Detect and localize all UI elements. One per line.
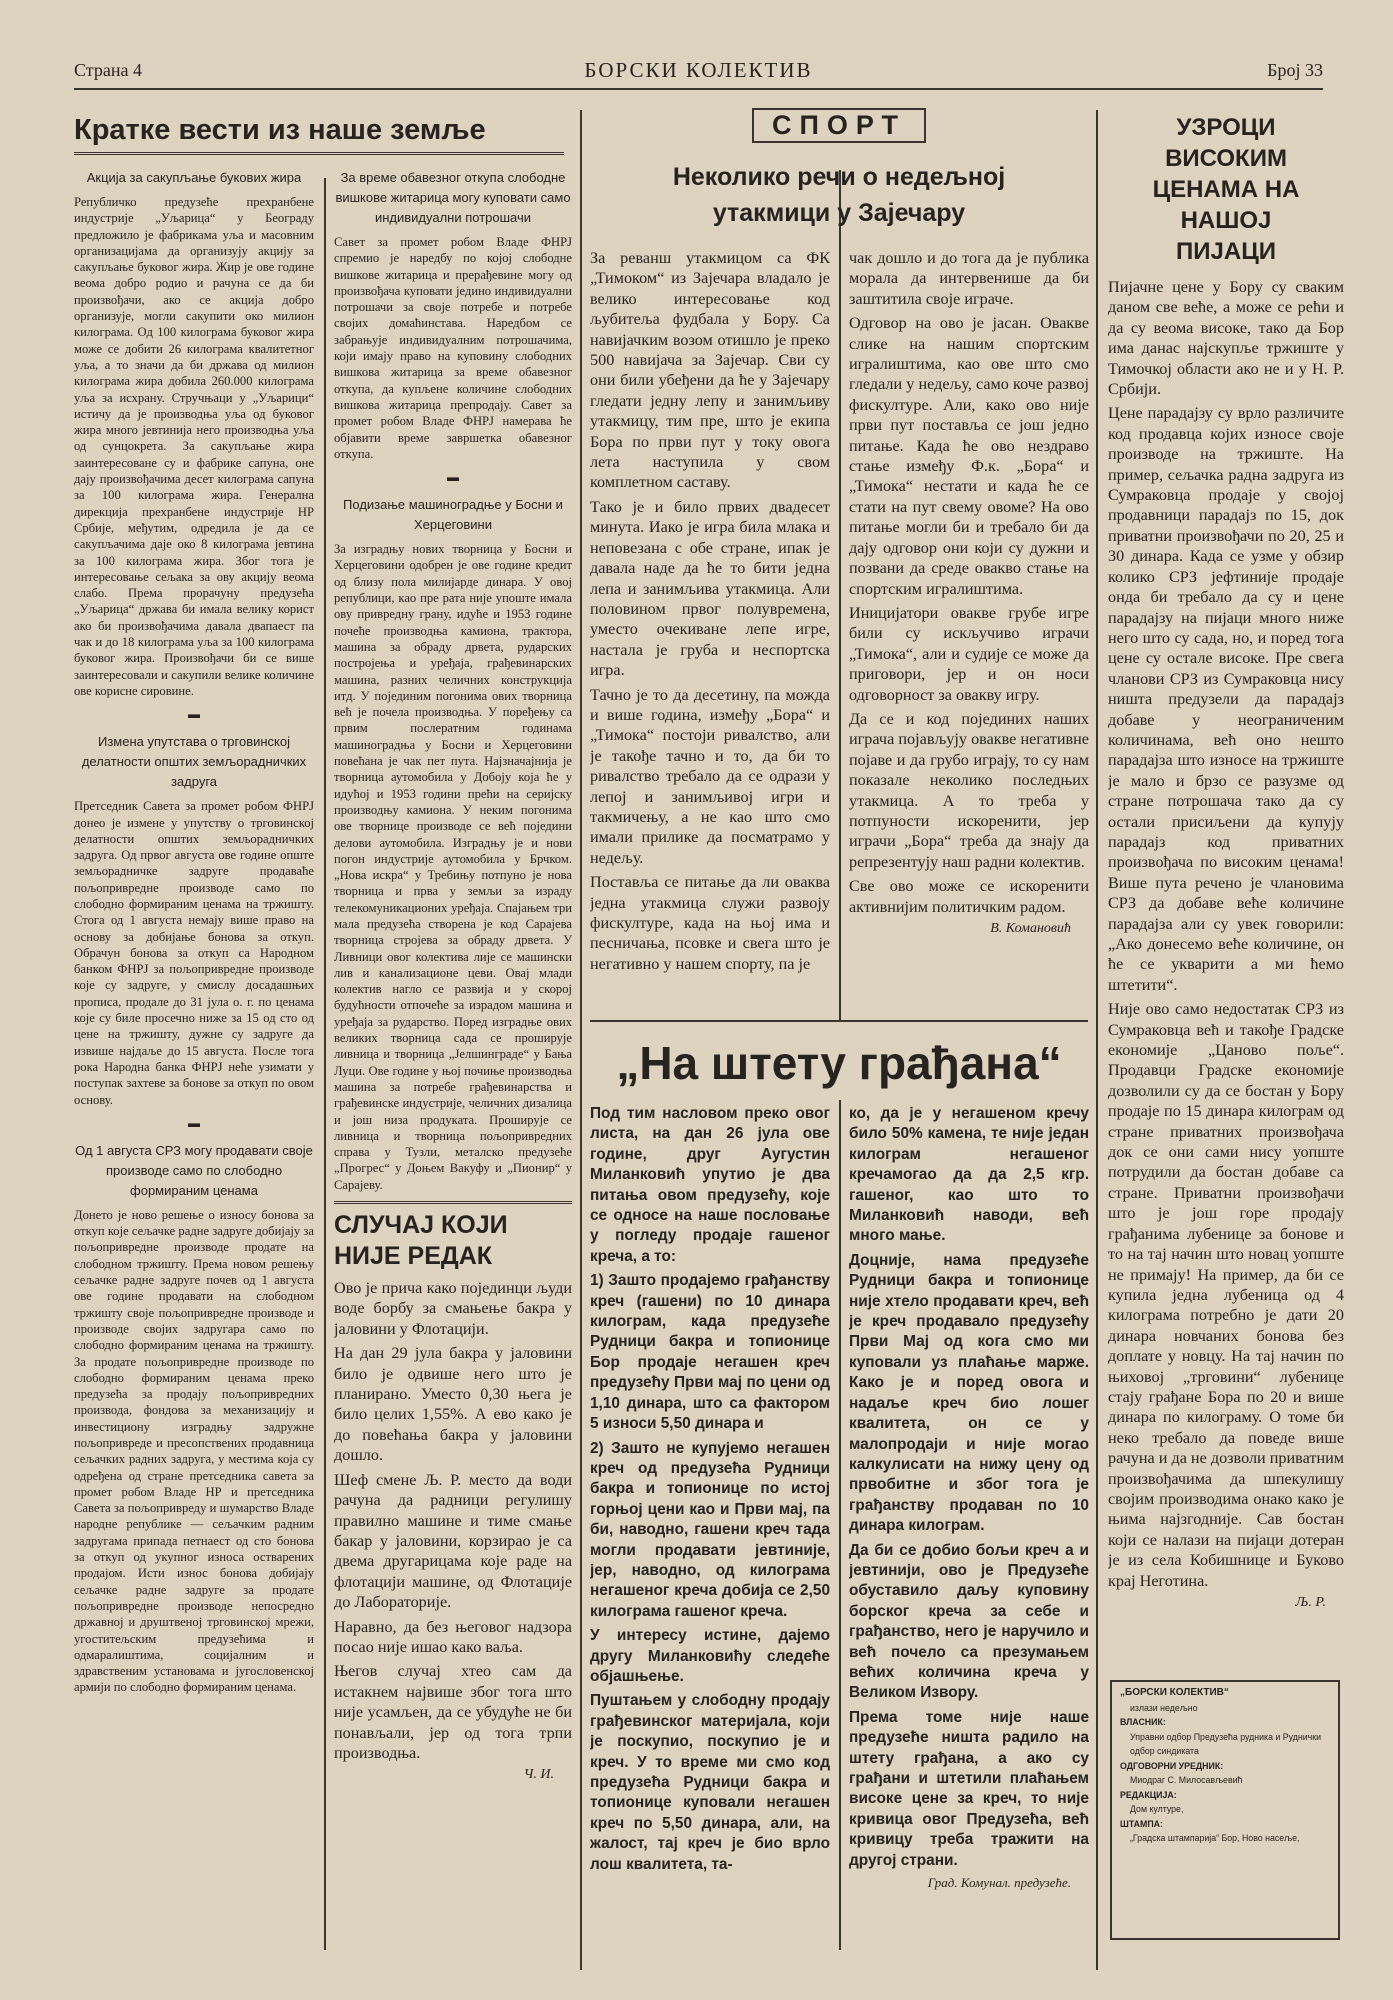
article-text: Тачно је то да десетину, па можда и више година, између „Бора“ и „Тимока“ постоји ривалство, али је такође тачно и то, да би то ривалство требало да се одрази у лепој и занимљивој игри и такмичењу, а не као што смо имали прилике да посматрамо у недељу. [590, 685, 830, 867]
article-text: Цене парадајзу су врло различите код продавца којих износе своје производе на тржиште. На пример, сељачка радна задруга из Сумраковца продаје у својој продавници парадајз по 15, док приватни произвођачи по 20, 25 и 30 динара. Када се узме у обзир колико СРЗ јефтиније продаје онда би требало да су и цене парадајзу на пијаци много ниже него што су сада, но, и поред тога цене су остале високе. Пре свега чланови СРЗ из Сумраковца нису ништа предузели да парадајз добаве у неограниченим количинама, већ оно нешто парадајза што износе на тржиште је мало и брзо се разузме од стране потрошача тако да су остали присиљени да купују парадајз код приватних произвођача по високим ценама! Више пута речено је члановима СРЗ да добаве веће количине парадајза али су увек говорили: „Ако донесемо веће количине, он ће се укварити а ми ћемо штетити“. [1108, 404, 1344, 994]
signature: Град. Комунал. предузеће. [927, 1875, 1071, 1891]
article-text: Наравно, да без његовог надзора посао није ишао како ваља. [334, 1617, 572, 1656]
imprint-freq: излази недељно [1130, 1702, 1198, 1713]
imprint-print: „Градска штампарија“ Бор, Ново насеље, [1130, 1833, 1300, 1843]
section-short-news-header [74, 112, 564, 160]
page-number: Страна 4 [74, 60, 142, 80]
article-text: Да се и код појединих наших играча појављују овакве негативне појаве и да грубо играју, то су нам показале неколико последњих утакмица. А то треба у потпуности искоренити, јер играчи „Бора“ треба да знају да репрезентују наш радни колектив. [849, 709, 1089, 871]
article-text: Под тим насловом преко овог листа, на дан 26 јула ове године, друг Аугустин Миланковић упутио је два питања овом предузећу, које се односе на наше пословање у погледу продаје гашеног креча, а то: [590, 1105, 830, 1265]
article-text: Поставља се питање да ли оваква једна утакмица служи развоју фискултуре, када на њој има и песничања, псовке и свега што је негативно у нашем спорту, па је [590, 873, 830, 973]
divider-4 [839, 170, 841, 1020]
article-text: Ово је прича како појединци људи воде борбу за смањење бакра у јаловини у Флотацији. [334, 1279, 572, 1338]
article-title: „На штету грађана“ [616, 1037, 1062, 1089]
imprint-name: „БОРСКИ КОЛЕКТИВ“ [1120, 1687, 1229, 1698]
article-text: Пуштањем у слободну продају грађевинског материјала, који је поскупио, поскупио је и креч. У то време ми смо код предузећа Рудници бакра и топионице куповали негашен креч по 5,50 динара, али, на жалост, тај креч је био врло лош квалитета, та- [590, 1692, 830, 1873]
sport-header [590, 108, 1088, 248]
article-text: Према томе није наше предузеће ништа радило на штету грађана, а ако су грађани и штетили плаћањем високе цене за креч, то није кривица овог Предузећа, већ кривицу треба тражити на другој страни. [849, 1708, 1089, 1869]
article-text: 1) Зашто продајемо грађанству креч (гашени) по 10 динара килограм, када предузеће Рудници бакра и топионице Бор продаје негашен креч предузећу Први мај по цени од 1,10 динара, што са фактором 5 износи 5,50 динара и [590, 1272, 830, 1433]
issue-number: Број 33 [1267, 60, 1323, 80]
article-text: чак дошло и до тога да је публика морала да интервенише да би заштитила своје играче. [849, 249, 1089, 308]
imprint-editor-label: ОДГОВОРНИ УРЕДНИК: [1120, 1760, 1224, 1771]
imprint-office-label: РЕДАКЦИЈА: [1120, 1789, 1177, 1800]
article-text: Донето је ново решење о износу бонова за откуп које сељачке радне задруге добијају за пољопривредне производе продате на слободном тржишту. Према новом решењу сељачке радне задруге почев од 1 августа ове године продавати на слободном тржишту своје пољопривредне производе и производе својих задругара само по слободно формираним ценама на тржишту. За продате пољопривредне производе по слободно формираним ценама преко предузећа за продају пољопривредних производа, фондова за механизацију и инвестициону изградњу задружне пољопривреде и пресопствених продавница сељачких радних задруга, у местима која су одређена од стране претседника савета за промет робом Владе НР и претседника Савета за пољопривреду и шумарство Владе народне републике — сељачким радним задругама припада петнаест од сто бонова за откуп од укупног износа остварених продајом. Исти износ бонова добијају сељачке радне задруге за продате пољопривредне производе непосредно државној и друштвеној трговинској мрежи, угоститељским предузећима и одмаралиштима, социјалним и здравственим установама и југословенској армији по слободно формираним ценама. [74, 1207, 314, 1695]
article-title: Неколико речи о недељној утакмици у Зајечару [672, 163, 1006, 227]
divider-3 [1096, 110, 1098, 1970]
divider-2 [580, 110, 582, 1970]
article-title: СЛУЧАЈ КОЈИ НИЈЕ РЕДАК [334, 1201, 572, 1272]
article-text: Да би се добио бољи креч а и јевтинији, ово је Предузеће обуставило даљу куповину борског креча за себе и грађанство, него је наручило и већ почело са презумањем већих количина креча у Великом Извору. [849, 1541, 1089, 1702]
newspaper-name: БОРСКИ КОЛЕКТИВ [584, 58, 813, 82]
damage-column-b [849, 1104, 1089, 1964]
sport-column-b [849, 248, 1089, 1008]
imprint-print-label: ШТАМПА: [1120, 1818, 1163, 1829]
separator: ▬ [188, 707, 200, 722]
article-text: Савет за промет робом Владе ФНРЈ спремио је наредбу по којој слободне вишкове житарица и прерађевине могу од произвођача куповати једино индивидуални потрошачи за своје потребе и потребе својих домаћинстава. Наредбом се забрањује индивидуалним потрошачима, који имају право на куповину слободних вишкова житарица за време обавезног откупа, да купљене количине слободних вишкова житарица препродају. Савет за промет робом Владе ФНРЈ намерава ће објавити време завршетка обавезног откупа. [334, 235, 572, 461]
article-text: Шеф смене Љ. Р. место да води рачуна да радници регулишу правилно машине и тиме смање бакар у јаловини, корзирао је са двема другарицама које раде на флотацији машине, од Флотације до Лабораторије. [334, 1470, 572, 1612]
signature: В. Комановић [990, 921, 1071, 936]
signature: Љ. Р. [1295, 1595, 1326, 1610]
article-title: Акција за сакупљање букових жира [86, 170, 302, 185]
article-text: Републичко предузеће прехранбене индустрије „Уљарица“ у Београду предложило је фабрикама уља и масовним организацијама да организују акцију за сакупљање буковог жира. Жир је ове године веома добро родио и рачуна се да би произвођачи, ако се акција добро организује, могли сакупити око милион килограма. Од 100 килограма буковог жира може се добити 26 килограма квалитетног уља, а то значи да би држава од милион килограма жира добила 260.000 килограма уља за исхрану. Стручњаци у „Уљарици“ истичу да је производња уља од буковог жира много јевтинија него производња уља од сунцокрета. За сакупљање жира заинтересоване су и фабрике сапуна, оне дају произвођачима десет килограма сапуна за 100 килограма жира. Генерална дирекција прехранбене индустрије НР Србије, међутим, одредила је да се сакупљачима даје око 8 килограма јевтина за 100 килограма жира. Због тога је интересовање сељака за ову акцију веома слабо. Према прорачуну предузећа „Уљарица“ држава би имала велику корист ако би произвођачима давала двапаест па чак и до 18 килограма уља за 100 килограма буковог жира. Произвођачи би се више заинтересовали и сакупили велике количине ове корисне сировине. [74, 195, 314, 698]
article-text: ко, да је у негашеном кречу било 50% камена, те није један килограм негашеног кречамогао да да 2,5 кгр. гашеног, као што то Миланковић наводи, већ много мање. [849, 1105, 1089, 1245]
damage-column-a [590, 1104, 830, 1964]
article-text: Пијачне цене у Бору су сваким даном све веће, а може се рећи и да су веома високе, тако да Бор има данас најскупље тржиште у Тимочкој области ако не и у Н. Р. Србији. [1108, 278, 1344, 399]
article-text: Није ово само недостатак СРЗ из Сумраковца већ и такође Градске економије „Цаново поље“. Продавци Градске економије дозволили су да се бостан у Бору продаје по 15 динара килограм од стране приватних произвођача док се они сами нису уопште потрудили да бостан добаве са стране. Приватни произвођачи што је још горе продају грађанима лубенице за бонове и то на тај начин што новац уопште не примају! На пример, да би се купила једна лубеница од 4 килограма потребно је дати 20 динара новчаних бонова без доплате у новцу. На тај начин по њиховој „трговини“ лубенице стају грађане Бора по 20 и више динара по килограму. О томе би неко требало да поведе више рачуна и да не дозволи приватним произвођачима да шпекулишу својим производима онако како је њима најзгодније. Сав бостан који се налази на пијаци дотеран је из села Кобишнице и Буково крај Неготина. [1108, 1000, 1344, 1590]
article-text: На дан 29 јула бакра у јаловини било је одвише него што је планирано. Уместо 0,30 њега је било целих 1,55%. А ево како је до повећања бакра у јаловини дошло. [334, 1344, 572, 1465]
article-title: Измена упутстава о трговинској делатности општих земљорадничких задруга [81, 734, 307, 790]
article-text: У интересу истине, дајемо другу Миланковићу следеће објашњење. [590, 1627, 830, 1685]
article-text: За изградњу нових творница у Босни и Херцеговини одобрен је ове године кредит од близу пола милијарде динара. У овој републици, као пре рата није упоште имала ову привредну грану, идуће и 1953 године почеће производња камиона, трактора, машина за обраду дрвета, рударских постројења и уређаја, грађевинарских машина, разних челичних конструкција итд. У појединим погонима ових творница већ је почела производња. У поређењу са првим послератним годинама машиноградња у Босни и Херцеговини повећана је чак пет пута. Најзначајнија је творница аутомобила у Добоју која ће у идућој и 1953 години прећи на серијску производњу камиона. У неким погонима ове творнице производе се већ поједини делови аутомобила. Изградњу је и нови погон индустрије аутомобила у Брчком. „Нова искра“ у Требињу потпуно је нова творница и прва у земљи за израду телекомуникационих уређаја. Спајањем три мала предузећа створена је код Сарајева творница стројева за обраду дрвета. У Ливници овог колектива лије се машински лив и канализационе цеви. Овај млади колектив нагло се развија и у скорој будућности отпочеће за израдом машина и уређаја за рударство. Поред изградње ових великих творница сада се проширује ливница и творница „Јелшинградe“ у Бања Луци. Ове године у њој почиње производња машина за потребе грађевинарства и грађевинске индустрије, челичних дизалица и још низа продуката. Проширује се ливница и творница пољопривредних справа у Тузли, металско предузеће „Прогрес“ у Доњем Вакуфу и „Пионир“ у Сарајеву. [334, 542, 572, 1192]
column-1 [74, 168, 314, 1968]
imprint-office: Дом културе, [1130, 1804, 1184, 1814]
imprint-editor: Миодраг С. Милосављевић [1130, 1775, 1243, 1785]
article-text: Све ово може се искоренити активнијим политичким радом. [849, 877, 1089, 916]
divider-1 [324, 178, 326, 1950]
separator: ▬ [447, 470, 459, 485]
article-title: УЗРОЦИ ВИСОКИМ ЦЕНАМА НА НАШОЈ ПИЈАЦИ [1152, 114, 1300, 265]
divider-5 [839, 1100, 841, 1950]
article-text: Одговор на ово је јасан. Овакве слике на нашим спортским игралиштима, као ове што смо гледали у недељу, само коче развој фискултуре. Али, како ово није први пут поставља се још једно питање. Када ће ово нездраво стање између Ф.к. „Бора“ и „Тимока“ нестати и када ће се стати на пут свему овоме? На ово питање могли би и требало би да дају одговор они који су дужни и позвани да среде овакво стање на спортским игралиштима. [849, 314, 1089, 598]
separator: ▬ [188, 1115, 200, 1130]
article-text: Доцније, нама предузеће Рудници бакра и топионице није хтело продавати креч, већ је креч продавало предузећу Први Мај од кога смо ми куповали уз плаћање марже. Како је и поред овога и надаље креч био лошег квалитета, он се у малопродаји и није могао калкулисати на нижу цену од првобитне и због тога је грађанству продаван по 10 динара килограм. [849, 1251, 1089, 1535]
article-text: Тако је и било првих двадесет минута. Иако је игра била млака и неповезана с обе стране, ипак је давала наде да ће то бити једна лепа и занимљива утакмица. Али половином првог полувремена, уместо очекиване лепе игре, настала је груба и неспортска игра. [590, 497, 830, 680]
imprint-box [1110, 1680, 1340, 1940]
signature: Ч. И. [523, 1767, 554, 1783]
sport-column-a [590, 248, 830, 1008]
causes-column [1108, 112, 1344, 1682]
article-text: За реванш утакмицом са ФК „Тимоком“ из Зајечара владало је велико интересовање код љубитеља фудбала у Бору. Са навијачким возом отишло је преко 500 навијача за Зајечар. Сви су они били убеђени да ће у Зајечару гледати једну лепу и занимљиву утакмицу, тим пре, што је екипа Бора по први пут у току овога лета наступила у свом комплетном саставу. [590, 249, 830, 492]
section-label: СПОРТ [752, 108, 926, 143]
article-title: Од 1 августа СРЗ могу продавати своје производе само по слободно формираним ценама [75, 1142, 313, 1198]
article-text: Његов случај хтео сам да истакнем највише због тога што није усамљен, да се убудуће не би понављали, јер од тога трпи производња. [334, 1662, 572, 1762]
section-title: Кратке вести из наше земље [74, 112, 564, 155]
article-text: Иницијатори овакве грубе игре били су искључиво играчи „Тимока“, али и судије се може да приговори, јер и он носи одговорност за овакву игру. [849, 603, 1089, 704]
article-title: За време обавезног откупа слободне вишкове житарица могу куповати само индивидуални потрошачи [335, 170, 571, 225]
article-text: 2) Зашто не купујемо негашен креч од предузећа Рудници бакра и топионице по истој горњој цени као и Први мај, па би, наводно, гашени креч тада могли продавати јевтиније, јер, наводно, од килограма негашеног креча добија се 2,50 килограма гашеног креча. [590, 1439, 830, 1620]
imprint-owner-label: ВЛАСНИК: [1120, 1717, 1166, 1727]
page-header [74, 58, 1323, 90]
imprint-owner: Управни одбор Предузећа рудника и Руднички одбор синдиката [1130, 1731, 1321, 1756]
article-text: Претседник Савета за промет робом ФНРЈ донео је измене у упутству о трговинској делатности општих земљорадничких задруга. Од првог августа ове године опште земљорадничке задруге продаваће пољопривредне производе само по слободно формираним ценама на тржишту. Стога од 1 августа немају више право на основу за добијање бонова за откуп. Обрачун бонова за откуп са Народном банком ФНРЈ за пољопривредне производе које су задруге, у смислу досадашњих прописа, продале до 31 јула о. г. по ценама које су биле просечно ниже за 15 од сто од цене на тржишту, дужне су задруге да извише најдаље до 15 августа. После тога рока Народна банка ФНРЈ неће узимати у поступак захтеве за бонове за откуп по овом основу. [74, 799, 314, 1107]
damage-header [590, 1020, 1088, 1106]
article-title: Подизање машиноградње у Босни и Херцеговини [343, 497, 563, 533]
column-2 [334, 168, 572, 1968]
